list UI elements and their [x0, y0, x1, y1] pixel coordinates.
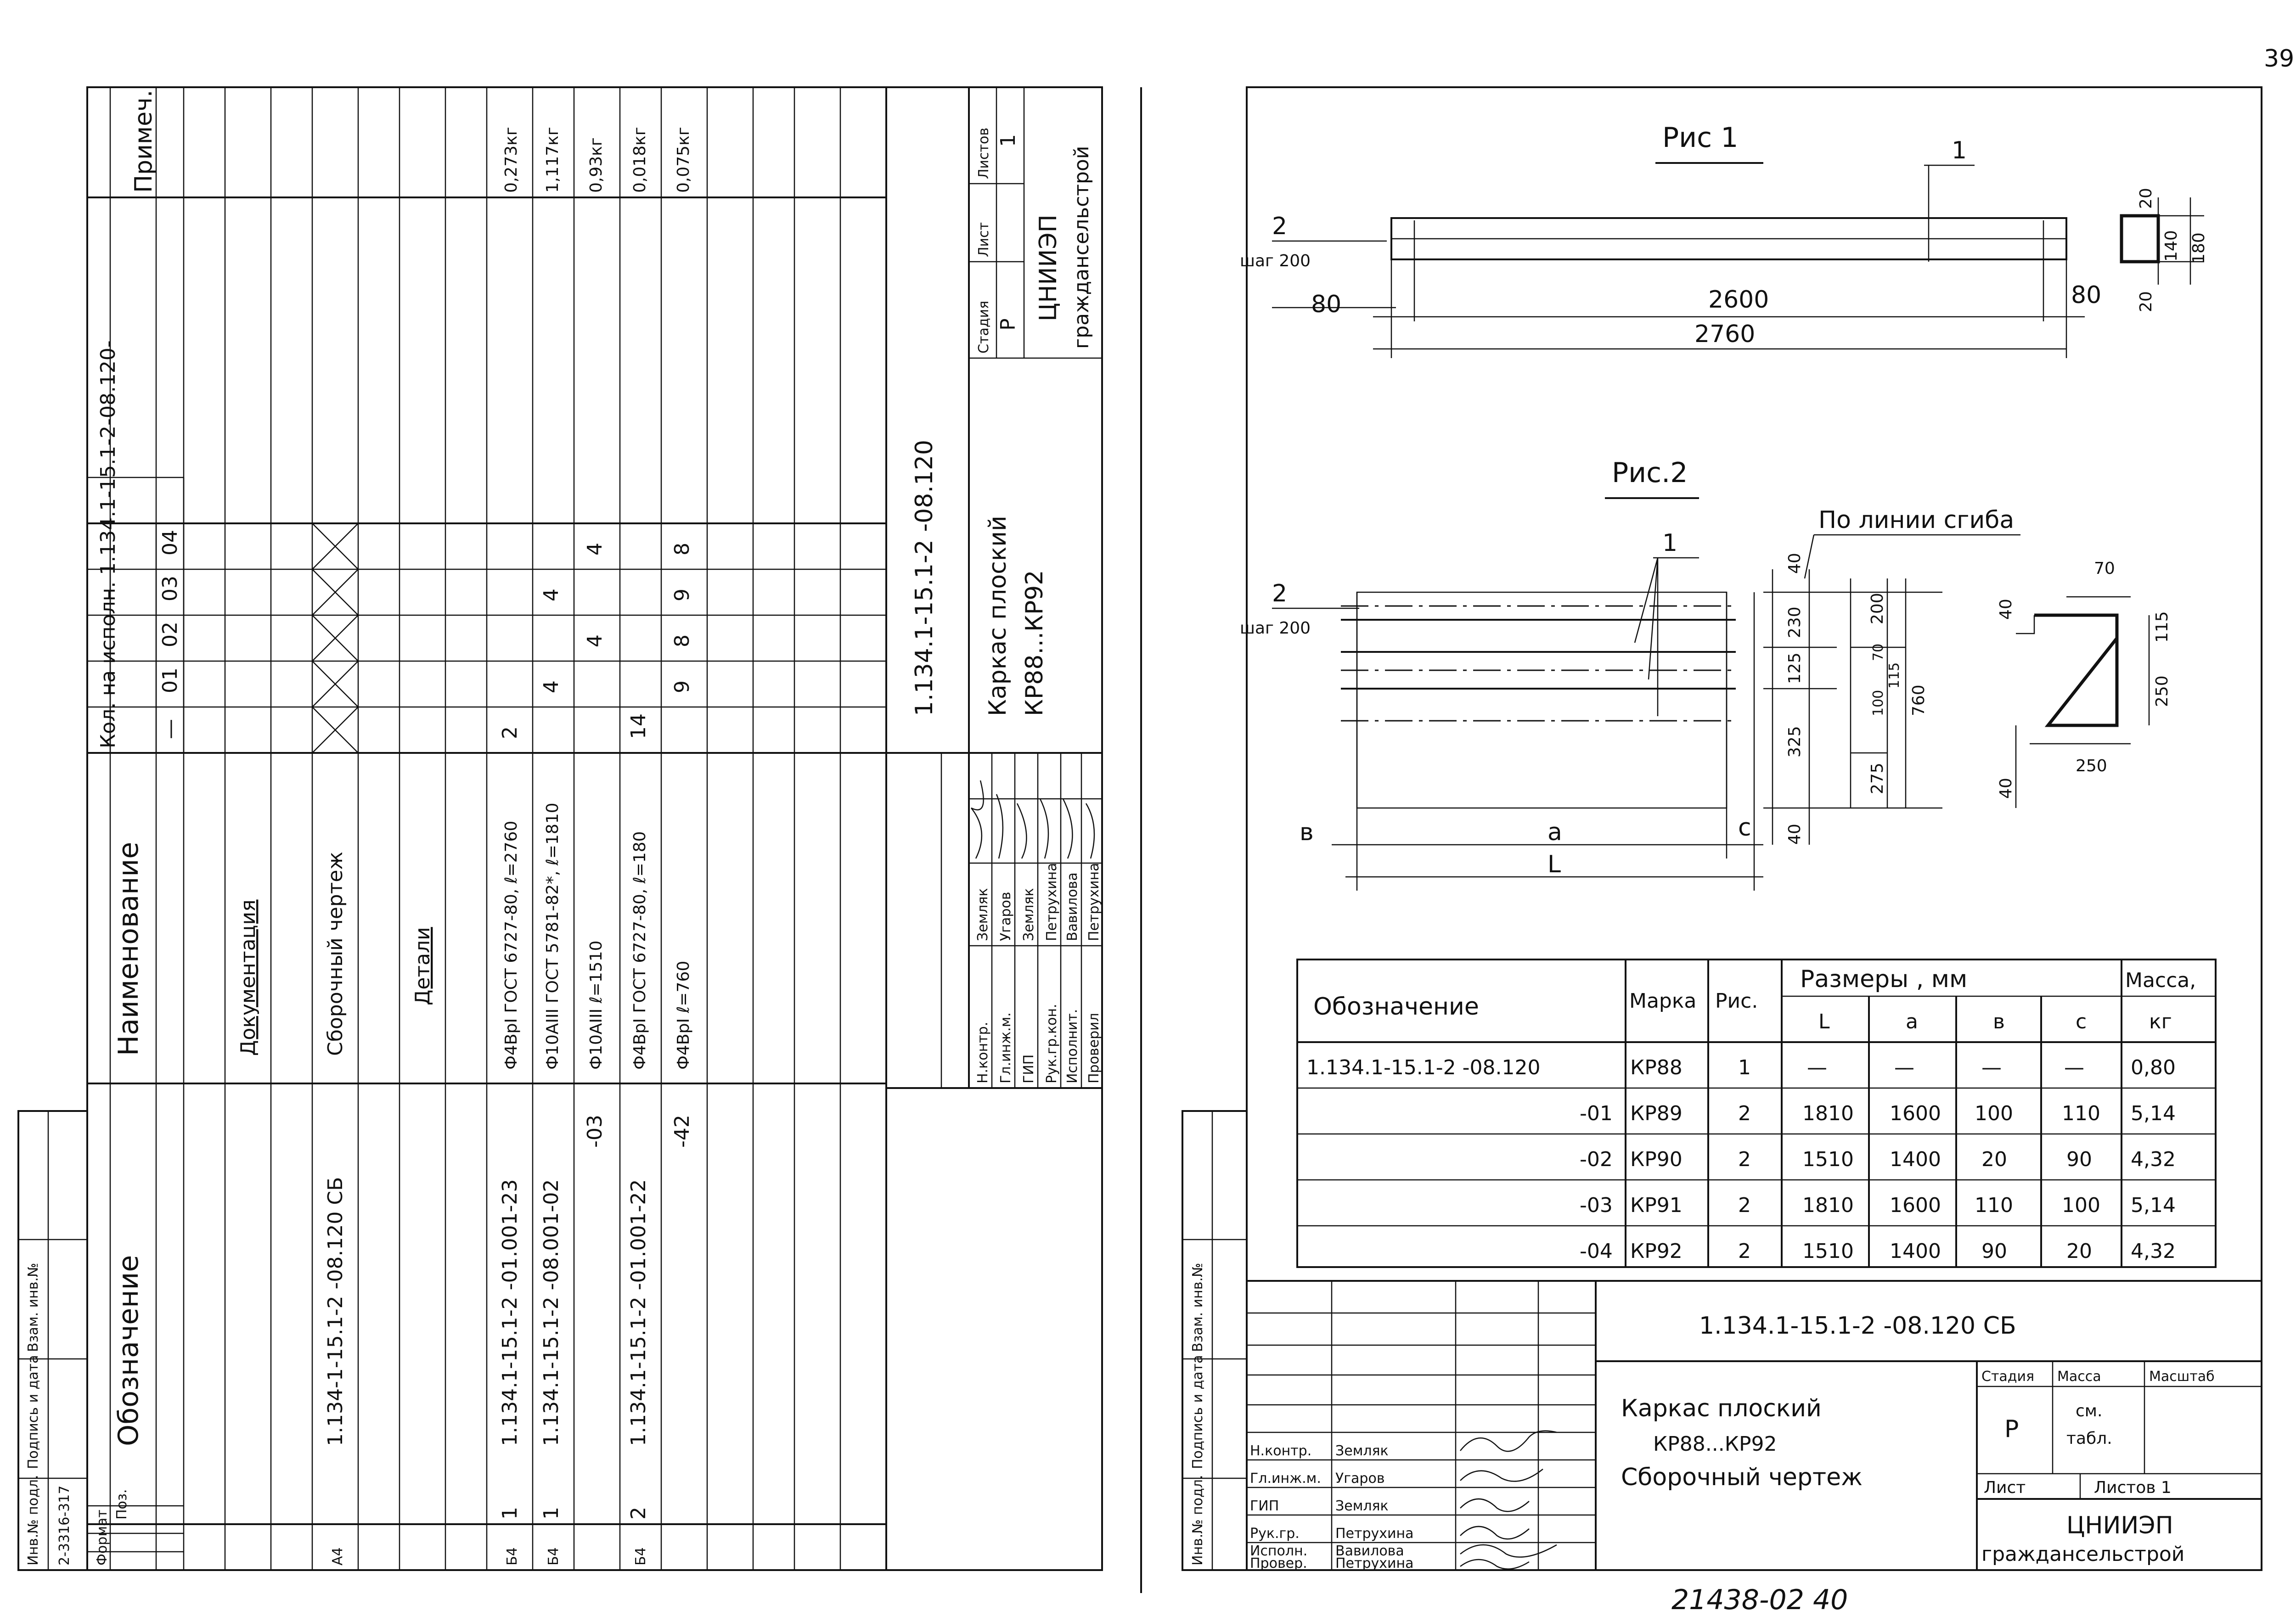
row-4-b: 90 [1981, 1240, 2007, 1263]
fig1-dim-total: 2760 [1694, 320, 1756, 348]
left-role-0: Н.контр. [975, 1021, 991, 1083]
fig2-v200: 200 [1868, 593, 1887, 624]
row-3-designation: -03 [1580, 1194, 1613, 1217]
left-stage-label: Стадия [976, 300, 992, 354]
row-0-b: — [1981, 1056, 2002, 1079]
fig2-dim-c: с [1738, 814, 1751, 842]
col-b: в [1993, 1010, 2005, 1033]
left-stage: Р [996, 318, 1020, 331]
left-title-line2: КР88...КР92 [1021, 570, 1048, 716]
right-doc-code: 1.134.1-15.1-2 -08.120 СБ [1699, 1312, 2016, 1340]
fig2-dim-b: в [1300, 819, 1314, 846]
fig2-pos2: 2 [1272, 580, 1288, 607]
header-name: Наименование [113, 842, 145, 1056]
row-2-mark: КР90 [1630, 1148, 1683, 1171]
row-2-L: 1510 [1802, 1148, 1854, 1171]
right-mass-value1: см. [2076, 1402, 2103, 1420]
right-person-5: Петрухина [1335, 1555, 1414, 1571]
fig2-title: Рис.2 [1612, 457, 1688, 489]
row-6-note: 0,018кг [630, 127, 649, 193]
right-person-3: Петрухина [1335, 1526, 1414, 1542]
row-3-a: 1600 [1890, 1194, 1941, 1217]
page-number: 39 [2264, 45, 2295, 73]
left-sheets-label: Листов [976, 127, 992, 179]
right-org-line2: граждансельстрой [1981, 1543, 2185, 1566]
fig1-sect-20a: 20 [2137, 188, 2155, 209]
row-4-a: 1400 [1890, 1240, 1941, 1263]
right-title-line3: Сборочный чертеж [1621, 1464, 1863, 1491]
qty-col-4: 04 [158, 530, 182, 556]
left-person-5: Петрухина [1086, 863, 1102, 941]
right-role-5: Провер. [1250, 1555, 1307, 1571]
fig2-s250v: 250 [2153, 675, 2172, 707]
signature-scribble [1460, 1499, 1529, 1511]
row-0-mark: КР88 [1630, 1056, 1683, 1079]
right-role-0: Н.контр. [1250, 1443, 1312, 1459]
row-3-mark: КР91 [1630, 1194, 1683, 1217]
row-4-qty-3: 4 [540, 589, 563, 601]
row-1-designation: -01 [1580, 1102, 1613, 1125]
fig1-dim-right: 80 [2071, 281, 2102, 309]
left-person-0: Земляк [975, 888, 991, 941]
header-note: Примеч. [130, 90, 158, 193]
left-doc-code: 1.134.1-15.1-2 -08.120 [911, 439, 938, 716]
fig2-v40a: 40 [1785, 553, 1804, 574]
row-6-designation: 1.134.1-15.1-2 -01.001-22 [627, 1179, 650, 1446]
vzam-label: Взам. инв.№ [25, 1262, 41, 1352]
row-3-qty-0: 2 [498, 726, 522, 739]
fig2-s40a: 40 [1997, 599, 2015, 620]
signature-scribble [1460, 1431, 1557, 1452]
right-person-0: Земляк [1335, 1443, 1389, 1459]
right-vzam-label: Взам. инв.№ [1190, 1262, 1206, 1352]
fig2-frame [1357, 592, 1727, 808]
fig2-s250h: 250 [2076, 757, 2107, 775]
left-sheet-label: Лист [976, 222, 992, 257]
right-mass-label: Масса [2057, 1369, 2101, 1385]
row-6-qty-0: 14 [627, 713, 650, 739]
fig2-v325: 325 [1785, 726, 1804, 758]
row-7-name: Ф4ВрI ℓ=760 [674, 960, 693, 1070]
row-0-L: — [1807, 1056, 1827, 1079]
row-4-c: 20 [2066, 1240, 2092, 1263]
fig2-s40b: 40 [1997, 778, 2015, 799]
row-1-designation: 1.134-1-15.1-2 -08.120 СБ [324, 1177, 347, 1446]
inv-value: 2-3316-317 [56, 1485, 73, 1566]
spec-grid [87, 87, 886, 1570]
fig1-dim-mid: 2600 [1708, 286, 1769, 314]
fig1-sect-180: 180 [2189, 232, 2208, 264]
row-4-format: Б4 [546, 1547, 562, 1566]
right-scale-label: Масштаб [2149, 1369, 2215, 1385]
right-sign-date-label: Подпись и дата [1190, 1355, 1206, 1469]
row-4-fig: 2 [1738, 1240, 1751, 1263]
fig2-pos1: 1 [1662, 529, 1678, 557]
qty-col-2: 02 [158, 622, 182, 647]
fig2-v100: 100 [1870, 690, 1886, 716]
col-fig: Рис. [1715, 989, 1758, 1013]
row-5-name: Ф10АIII ℓ=1510 [587, 940, 606, 1070]
row-3-format: Б4 [504, 1547, 520, 1566]
row-4-qty-1: 4 [540, 680, 563, 693]
signature-scribble [1460, 1469, 1543, 1481]
row-4-mark: КР92 [1630, 1240, 1683, 1263]
right-sheet [1182, 87, 2262, 1614]
row-6-name: Ф4ВрI ГОСТ 6727-80, ℓ=180 [630, 831, 649, 1070]
row-3-note: 0,273кг [502, 127, 521, 193]
right-role-1: Гл.инж.м. [1250, 1470, 1321, 1487]
row-1-fig: 2 [1738, 1102, 1751, 1125]
row-0-designation: 1.134.1-15.1-2 -08.120 [1306, 1056, 1541, 1079]
col-mass: Масса, [2125, 969, 2196, 992]
signature-scribble [1460, 1545, 1557, 1557]
signature-scribble [1086, 803, 1094, 858]
fig1-section [2122, 216, 2158, 262]
signature-scribble [1017, 803, 1026, 858]
spec-headers [94, 90, 182, 1566]
fig1-dim-left: 80 [1311, 291, 1342, 318]
signature-scribble [971, 780, 984, 858]
signature-scribble [996, 794, 1003, 858]
signature-scribble [1460, 1560, 1529, 1569]
left-org-line2: граждансельстрой [1070, 146, 1093, 349]
left-role-2: ГИП [1021, 1054, 1037, 1083]
row-7-qty-4: 8 [670, 543, 694, 556]
fig2-v230: 230 [1785, 606, 1804, 638]
row-3-name: Ф4ВрI ГОСТ 6727-80, ℓ=2760 [502, 820, 521, 1070]
right-side-stamp [1182, 1111, 1247, 1570]
fig2-v125: 125 [1785, 652, 1804, 684]
right-sheets-label: Листов 1 [2094, 1478, 2172, 1497]
fig2-s70: 70 [2094, 559, 2115, 578]
left-title-block [886, 87, 1102, 1088]
row-3-mass: 5,14 [2131, 1194, 2176, 1217]
fig1-sect-140: 140 [2162, 230, 2181, 262]
col-a: a [1906, 1010, 1918, 1033]
fig2-v115: 115 [1886, 662, 1902, 689]
fig2-v70: 70 [1870, 643, 1886, 661]
row-4-designation: 1.134.1-15.1-2 -08.001-02 [540, 1179, 563, 1446]
right-stage: Р [2004, 1415, 2019, 1443]
fig2-s115: 115 [2153, 611, 2172, 643]
right-person-2: Земляк [1335, 1498, 1389, 1514]
marks-table [1297, 960, 2216, 1267]
qty-col-1: 01 [158, 668, 182, 693]
row-2-fig: 2 [1738, 1148, 1751, 1171]
row-4-note: 1,117кг [543, 127, 562, 193]
row-1-format: А4 [330, 1547, 346, 1566]
fig2-v760: 760 [1909, 685, 1928, 716]
row-5-note: 0,93кг [587, 137, 606, 193]
row-1-b: 100 [1975, 1102, 2013, 1125]
row-2-c: 90 [2066, 1148, 2092, 1171]
bottom-number: 21438-02 40 [1671, 1584, 1848, 1614]
row-0-a: — [1894, 1056, 1914, 1079]
row-0-name: Документация [236, 899, 260, 1056]
right-person-1: Угаров [1335, 1470, 1385, 1487]
row-1-mass: 5,14 [2131, 1102, 2176, 1125]
left-sheets: 1 [996, 134, 1020, 147]
row-3-L: 1810 [1802, 1194, 1854, 1217]
fig1-pos2: 2 [1272, 213, 1288, 240]
sign-date-label: Подпись и дата [25, 1355, 41, 1469]
right-stage-label: Стадия [1981, 1369, 2035, 1385]
left-role-1: Гл.инж.м. [998, 1012, 1014, 1083]
left-sheet [18, 87, 1141, 1593]
row-3-c: 100 [2062, 1194, 2100, 1217]
right-mass-value2: табл. [2066, 1429, 2112, 1448]
fig2-dim-a: a [1548, 819, 1562, 846]
fig2-bend-note: По линии сгиба [1818, 506, 2015, 534]
col-dims: Размеры , мм [1800, 965, 1968, 993]
figure-2 [1240, 457, 2172, 891]
row-4-L: 1510 [1802, 1240, 1854, 1263]
row-2-mass: 4,32 [2131, 1148, 2176, 1171]
row-1-mark: КР89 [1630, 1102, 1683, 1125]
fig2-bent-profile [2034, 615, 2117, 725]
row-4-pos: 1 [540, 1507, 563, 1520]
col-mark: Марка [1629, 989, 1697, 1013]
right-role-3: Рук.гр. [1250, 1526, 1300, 1542]
col-designation: Обозначение [1313, 993, 1479, 1021]
fig1-step: шаг 200 [1240, 252, 1311, 270]
fig2-step: шаг 200 [1240, 619, 1311, 638]
left-person-3: Петрухина [1044, 863, 1060, 941]
row-0-fig: 1 [1738, 1056, 1751, 1079]
fig2-v275: 275 [1868, 763, 1887, 794]
col-kg: кг [2149, 1010, 2172, 1033]
inv-no-label: Инв.№ подл. [25, 1475, 41, 1566]
row-7-qty-1: 9 [670, 680, 694, 693]
right-org-line1: ЦНИИЭП [2066, 1512, 2173, 1539]
row-3-fig: 2 [1738, 1194, 1751, 1217]
col-L: L [1818, 1010, 1830, 1033]
row-5-designation: -03 [583, 1115, 607, 1148]
row-3-pos: 1 [498, 1507, 522, 1520]
row-1-c: 110 [2062, 1102, 2100, 1125]
row-1-name: Сборочный чертеж [324, 851, 347, 1056]
row-4-mass: 4,32 [2131, 1240, 2176, 1263]
row-7-note: 0,075кг [674, 127, 693, 193]
left-role-3: Рук.гр.кон. [1044, 1004, 1060, 1083]
right-inv-no-label: Инв.№ подл. [1190, 1475, 1206, 1566]
signature-scribble [1460, 1526, 1529, 1539]
header-designation: Обозначение [113, 1255, 145, 1446]
header-format: Формат [94, 1509, 110, 1566]
left-role-4: Исполнит. [1064, 1009, 1080, 1083]
left-person-1: Угаров [998, 892, 1014, 941]
fig2-dim-L: L [1548, 851, 1561, 878]
spec-rows [236, 127, 694, 1566]
left-person-4: Вавилова [1064, 872, 1080, 941]
row-7-qty-3: 9 [670, 589, 694, 601]
right-person-4: Вавилова [1335, 1543, 1404, 1559]
fig1-pos1: 1 [1952, 137, 1967, 164]
right-role-4: Исполн. [1250, 1543, 1308, 1559]
left-side-stamp [18, 1111, 87, 1570]
fig1-title: Рис 1 [1662, 122, 1739, 154]
row-7-qty-2: 8 [670, 634, 694, 647]
row-2-name: Детали [411, 927, 434, 1005]
fig1-sect-20b: 20 [2137, 291, 2155, 312]
signature-scribble [1040, 799, 1048, 858]
left-org-line1: ЦНИИЭП [1035, 214, 1062, 321]
right-role-2: ГИП [1250, 1498, 1279, 1514]
row-4-name: Ф10АIII ГОСТ 5781-82*, ℓ=1810 [543, 802, 562, 1070]
fig2-v40b: 40 [1785, 824, 1804, 845]
row-5-qty-2: 4 [583, 634, 607, 647]
row-5-qty-4: 4 [583, 543, 607, 556]
col-c: с [2076, 1010, 2087, 1033]
row-1-L: 1810 [1802, 1102, 1854, 1125]
row-2-a: 1400 [1890, 1148, 1941, 1171]
row-2-b: 20 [1981, 1148, 2007, 1171]
header-qty: Кол. на исполн. 1.134.1-15.1-2-08.120- [96, 340, 120, 748]
row-7-designation: -42 [670, 1115, 694, 1148]
row-6-format: Б4 [633, 1547, 649, 1566]
row-0-c: — [2064, 1056, 2084, 1079]
qty-col-3: 03 [158, 576, 182, 601]
right-title-block [1247, 1281, 2262, 1571]
qty-col-0: — [158, 719, 182, 739]
row-1-a: 1600 [1890, 1102, 1941, 1125]
left-person-2: Земляк [1021, 888, 1037, 941]
row-6-pos: 2 [627, 1507, 650, 1520]
signature-scribble [1063, 799, 1072, 858]
row-0-mass: 0,80 [2131, 1056, 2176, 1079]
right-sheet-label: Лист [1984, 1478, 2026, 1497]
figure-1 [1240, 122, 2208, 358]
left-sheet-frame [87, 87, 1102, 1570]
left-role-5: Проверил [1086, 1013, 1102, 1083]
row-3-b: 110 [1975, 1194, 2013, 1217]
row-4-designation: -04 [1580, 1240, 1613, 1263]
row-3-designation: 1.134.1-15.1-2 -01.001-23 [498, 1179, 522, 1446]
row-2-designation: -02 [1580, 1148, 1613, 1171]
right-title-line2: КР88...КР92 [1653, 1432, 1777, 1456]
left-title-line1: Каркас плоский [984, 516, 1012, 716]
header-pos: Поз. [114, 1489, 130, 1520]
right-title-line1: Каркас плоский [1621, 1395, 1822, 1422]
